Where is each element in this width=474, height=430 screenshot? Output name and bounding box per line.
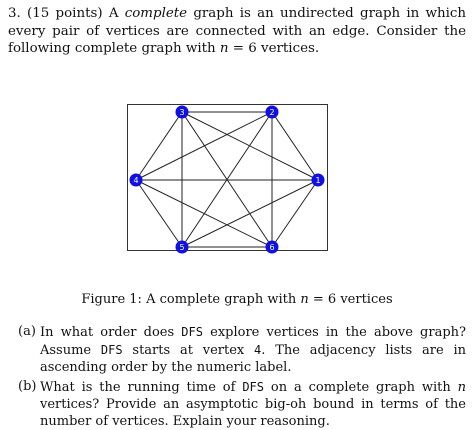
problem-number: 3. xyxy=(8,6,21,21)
vertex-label: 1 xyxy=(315,176,321,185)
part-a-text-4: . The adjacency lists are in ascending order by the numeric label. xyxy=(40,342,466,375)
vertex-1 xyxy=(312,174,325,187)
vertex-2 xyxy=(266,106,279,119)
part-a-body xyxy=(40,324,466,376)
vertex-6 xyxy=(266,241,279,254)
vertex-4 xyxy=(130,174,143,187)
part-b-text-3: vertices? Provide an asymptotic big-oh bound in terms of the number of vertices. Explain your reasoning. xyxy=(40,396,466,429)
complete-graph-figure xyxy=(127,104,339,274)
problem-points: (15 points) xyxy=(27,6,103,21)
edge-1-6 xyxy=(272,180,318,247)
part-a-code-2: DFS xyxy=(100,342,123,357)
problem-text-1: A xyxy=(108,6,119,21)
part-b-body xyxy=(40,379,466,430)
caption-var-n: n xyxy=(300,292,309,307)
problem-text-3: = 6 vertices. xyxy=(232,41,320,56)
edges-layer xyxy=(136,112,321,247)
vertex-label: 2 xyxy=(269,108,275,117)
problem-emphasis: complete xyxy=(124,6,188,21)
part-b-text-1: What is the running time of xyxy=(40,380,236,395)
part-a-code-1: DFS xyxy=(181,325,203,339)
part-b-text-2: on a complete graph with xyxy=(270,380,451,395)
caption-prefix: Figure 1: A complete graph with xyxy=(81,292,297,307)
part-b xyxy=(18,379,466,430)
part-b-code-1: DFS xyxy=(242,380,265,394)
vertex-5 xyxy=(176,241,189,254)
caption-suffix: = 6 vertices xyxy=(312,292,393,307)
vertex-3 xyxy=(176,106,189,119)
problem-statement xyxy=(8,5,466,58)
part-b-var-n: n xyxy=(457,380,467,395)
part-a xyxy=(18,324,466,376)
edge-3-4 xyxy=(136,112,182,180)
vertex-label: 5 xyxy=(179,243,185,252)
edge-4-6 xyxy=(136,180,272,247)
part-b-label: (b) xyxy=(18,379,37,394)
vertex-label: 6 xyxy=(269,243,275,252)
edge-2-4 xyxy=(136,112,272,180)
part-a-text-2: explore vertices in the above graph? Assume xyxy=(40,325,466,358)
part-a-code-3: 4 xyxy=(254,342,262,357)
edge-1-3 xyxy=(182,112,318,180)
part-a-text-3: starts at vertex xyxy=(132,342,245,358)
figure-frame xyxy=(128,105,328,251)
part-a-text-1: In what order does xyxy=(40,325,175,340)
edge-4-5 xyxy=(136,180,182,247)
figure-caption xyxy=(0,292,474,307)
problem-var-n: n xyxy=(219,41,229,56)
problem-text-2: graph is an undirected graph in which every pair of vertices are connected with an edge. Consider the following complete graph with xyxy=(8,6,467,56)
vertex-label: 4 xyxy=(133,176,139,185)
vertex-label: 3 xyxy=(179,108,185,117)
edge-1-2 xyxy=(272,112,318,180)
part-a-label: (a) xyxy=(18,324,36,339)
